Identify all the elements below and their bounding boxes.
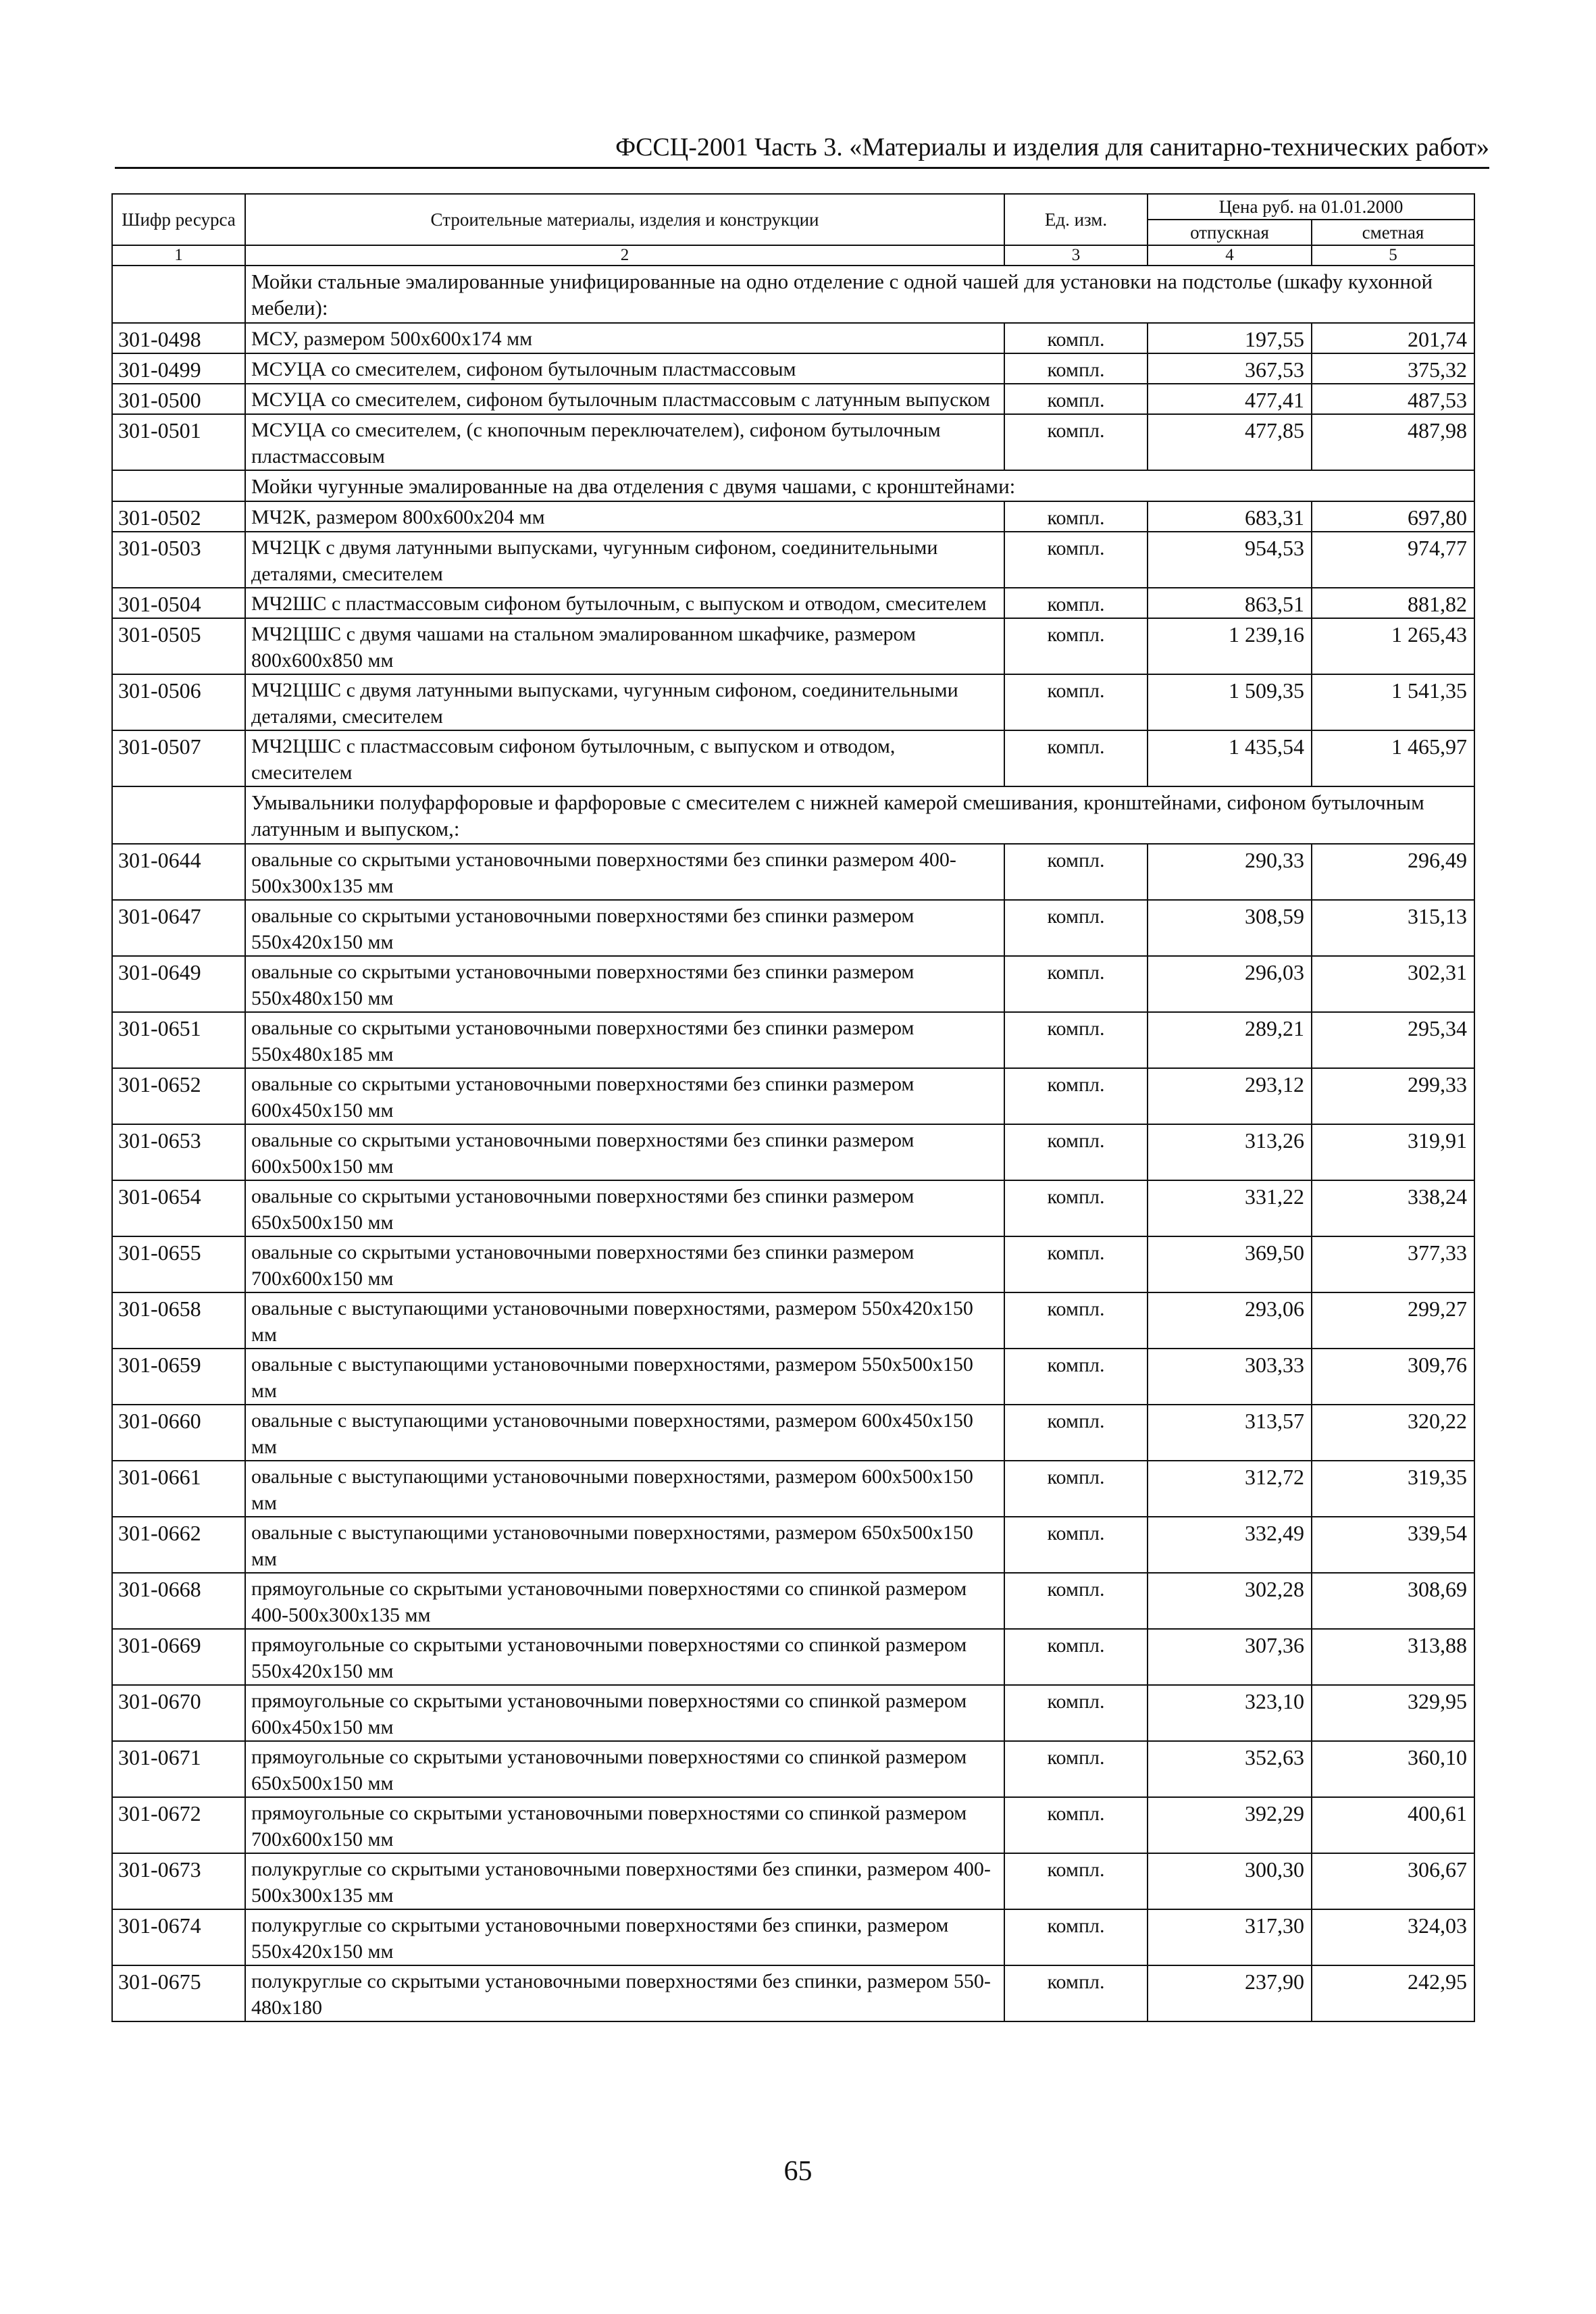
group-header-row <box>112 470 1474 501</box>
material-description: МСУЦА со смесителем, (с кнопочным переключателем), сифоном бутылочным пластмассовым <box>245 414 1004 470</box>
material-description: полукруглые со скрытыми установочными поверхностями без спинки, размером 550-480х180 <box>245 1965 1004 2021</box>
table-row <box>112 1405 1474 1461</box>
unit-of-measure: компл. <box>1004 730 1148 786</box>
table-row <box>112 1853 1474 1909</box>
resource-code: 301-0659 <box>112 1349 245 1405</box>
table-row <box>112 1349 1474 1405</box>
estimate-price: 697,80 <box>1312 501 1474 532</box>
release-price: 332,49 <box>1148 1517 1312 1573</box>
estimate-price: 295,34 <box>1312 1012 1474 1068</box>
resource-code: 301-0502 <box>112 501 245 532</box>
estimate-price: 296,49 <box>1312 844 1474 900</box>
release-price: 300,30 <box>1148 1853 1312 1909</box>
estimate-price: 974,77 <box>1312 532 1474 588</box>
material-description: овальные с выступающими установочными поверхностями, размером 600х500х150 мм <box>245 1461 1004 1517</box>
material-description: МСУ, размером 500х600х174 мм <box>245 323 1004 353</box>
unit-of-measure: компл. <box>1004 1853 1148 1909</box>
resource-code: 301-0660 <box>112 1405 245 1461</box>
material-description: овальные со скрытыми установочными поверхностями без спинки размером 700х600х150 мм <box>245 1236 1004 1292</box>
table-row <box>112 1909 1474 1965</box>
estimate-price: 299,33 <box>1312 1068 1474 1124</box>
material-description: овальные с выступающими установочными поверхностями, размером 650х500х150 мм <box>245 1517 1004 1573</box>
resource-code: 301-0504 <box>112 588 245 618</box>
resource-code: 301-0669 <box>112 1629 245 1685</box>
material-description: МЧ2ЦК с двумя латунными выпусками, чугунным сифоном, соединительными деталями, смесителем <box>245 532 1004 588</box>
unit-of-measure: компл. <box>1004 1461 1148 1517</box>
estimate-price: 881,82 <box>1312 588 1474 618</box>
material-description: овальные со скрытыми установочными поверхностями без спинки размером 550х420х150 мм <box>245 900 1004 956</box>
table-row <box>112 323 1474 353</box>
column-number: 1 <box>112 245 245 266</box>
estimate-price: 306,67 <box>1312 1853 1474 1909</box>
table-row <box>112 900 1474 956</box>
material-description: МСУЦА со смесителем, сифоном бутылочным пластмассовым <box>245 353 1004 384</box>
estimate-price: 329,95 <box>1312 1685 1474 1741</box>
estimate-price: 320,22 <box>1312 1405 1474 1461</box>
table-row <box>112 730 1474 786</box>
col-header-description: Строительные материалы, изделия и конструкции <box>245 194 1004 245</box>
material-description: овальные с выступающими установочными поверхностями, размером 550х500х150 мм <box>245 1349 1004 1405</box>
resource-code: 301-0653 <box>112 1124 245 1180</box>
unit-of-measure: компл. <box>1004 1573 1148 1629</box>
resource-code: 301-0673 <box>112 1853 245 1909</box>
release-price: 1 509,35 <box>1148 674 1312 730</box>
material-description: МЧ2ЦШС с двумя чашами на стальном эмалированном шкафчике, размером 800х600х850 мм <box>245 618 1004 674</box>
resource-code: 301-0501 <box>112 414 245 470</box>
resource-code: 301-0654 <box>112 1180 245 1236</box>
unit-of-measure: компл. <box>1004 1068 1148 1124</box>
column-number: 5 <box>1312 245 1474 266</box>
material-description: прямоугольные со скрытыми установочными поверхностями со спинкой размером 650х500х150 мм <box>245 1741 1004 1797</box>
unit-of-measure: компл. <box>1004 1292 1148 1349</box>
unit-of-measure: компл. <box>1004 1741 1148 1797</box>
resource-code: 301-0652 <box>112 1068 245 1124</box>
col-header-code: Шифр ресурса <box>112 194 245 245</box>
table-row <box>112 353 1474 384</box>
material-description: овальные со скрытыми установочными поверхностями без спинки размером 400-500х300х135 мм <box>245 844 1004 900</box>
resource-code: 301-0507 <box>112 730 245 786</box>
release-price: 303,33 <box>1148 1349 1312 1405</box>
table-row <box>112 618 1474 674</box>
table-row <box>112 414 1474 470</box>
estimate-price: 1 265,43 <box>1312 618 1474 674</box>
material-description: МЧ2ЦШС с двумя латунными выпусками, чугунным сифоном, соединительными деталями, смесителем <box>245 674 1004 730</box>
material-description: МЧ2ЦШС с пластмассовым сифоном бутылочным, с выпуском и отводом, смесителем <box>245 730 1004 786</box>
estimate-price: 302,31 <box>1312 956 1474 1012</box>
group-title: Умывальники полуфарфоровые и фарфоровые с смесителем с нижней камерой смешивания, кронштейнами, сифоном бутылочным латунным и выпуском,: <box>245 786 1474 844</box>
group-header-row <box>112 786 1474 844</box>
table-row <box>112 1965 1474 2021</box>
release-price: 312,72 <box>1148 1461 1312 1517</box>
release-price: 307,36 <box>1148 1629 1312 1685</box>
material-description: овальные со скрытыми установочными поверхностями без спинки размером 600х500х150 мм <box>245 1124 1004 1180</box>
release-price: 1 435,54 <box>1148 730 1312 786</box>
estimate-price: 1 541,35 <box>1312 674 1474 730</box>
estimate-price: 377,33 <box>1312 1236 1474 1292</box>
resource-code: 301-0649 <box>112 956 245 1012</box>
resource-code: 301-0498 <box>112 323 245 353</box>
group-header-row <box>112 266 1474 323</box>
col-header-release-price: отпускная <box>1148 220 1312 245</box>
table-row <box>112 1629 1474 1685</box>
unit-of-measure: компл. <box>1004 1909 1148 1965</box>
release-price: 308,59 <box>1148 900 1312 956</box>
table-row <box>112 588 1474 618</box>
material-description: МЧ2К, размером 800х600х204 мм <box>245 501 1004 532</box>
resource-code: 301-0658 <box>112 1292 245 1349</box>
column-number-row <box>112 245 1474 266</box>
group-code-cell <box>112 470 245 501</box>
release-price: 289,21 <box>1148 1012 1312 1068</box>
unit-of-measure: компл. <box>1004 1797 1148 1853</box>
release-price: 1 239,16 <box>1148 618 1312 674</box>
column-number: 2 <box>245 245 1004 266</box>
unit-of-measure: компл. <box>1004 353 1148 384</box>
unit-of-measure: компл. <box>1004 956 1148 1012</box>
resource-code: 301-0506 <box>112 674 245 730</box>
estimate-price: 339,54 <box>1312 1517 1474 1573</box>
release-price: 352,63 <box>1148 1741 1312 1797</box>
unit-of-measure: компл. <box>1004 1124 1148 1180</box>
estimate-price: 319,91 <box>1312 1124 1474 1180</box>
unit-of-measure: компл. <box>1004 1965 1148 2021</box>
table-row <box>112 1124 1474 1180</box>
resource-code: 301-0670 <box>112 1685 245 1741</box>
unit-of-measure: компл. <box>1004 1012 1148 1068</box>
estimate-price: 201,74 <box>1312 323 1474 353</box>
release-price: 863,51 <box>1148 588 1312 618</box>
unit-of-measure: компл. <box>1004 1629 1148 1685</box>
material-description: овальные с выступающими установочными поверхностями, размером 600х450х150 мм <box>245 1405 1004 1461</box>
material-description: овальные со скрытыми установочными поверхностями без спинки размером 650х500х150 мм <box>245 1180 1004 1236</box>
page-number: 65 <box>783 2156 813 2187</box>
group-title: Мойки стальные эмалированные унифицированные на одно отделение с одной чашей для установки на подстолье (шкафу кухонной мебели): <box>245 266 1474 323</box>
table-row <box>112 674 1474 730</box>
group-code-cell <box>112 266 245 323</box>
release-price: 290,33 <box>1148 844 1312 900</box>
material-description: МЧ2ШС с пластмассовым сифоном бутылочным, с выпуском и отводом, смесителем <box>245 588 1004 618</box>
unit-of-measure: компл. <box>1004 1180 1148 1236</box>
table-body <box>112 266 1474 2021</box>
resource-code: 301-0503 <box>112 532 245 588</box>
table-row <box>112 1236 1474 1292</box>
estimate-price: 338,24 <box>1312 1180 1474 1236</box>
resource-code: 301-0647 <box>112 900 245 956</box>
material-description: МСУЦА со смесителем, сифоном бутылочным пластмассовым с латунным выпуском <box>245 384 1004 414</box>
estimate-price: 309,76 <box>1312 1349 1474 1405</box>
resource-code: 301-0675 <box>112 1965 245 2021</box>
column-number: 4 <box>1148 245 1312 266</box>
estimate-price: 487,53 <box>1312 384 1474 414</box>
group-title: Мойки чугунные эмалированные на два отделения с двумя чашами, с кронштейнами: <box>245 470 1474 501</box>
estimate-price: 360,10 <box>1312 1741 1474 1797</box>
release-price: 293,06 <box>1148 1292 1312 1349</box>
unit-of-measure: компл. <box>1004 618 1148 674</box>
material-description: овальные с выступающими установочными поверхностями, размером 550х420х150 мм <box>245 1292 1004 1349</box>
material-description: овальные со скрытыми установочными поверхностями без спинки размером 550х480х150 мм <box>245 956 1004 1012</box>
material-description: полукруглые со скрытыми установочными поверхностями без спинки, размером 550х420х150 мм <box>245 1909 1004 1965</box>
unit-of-measure: компл. <box>1004 414 1148 470</box>
table-row <box>112 956 1474 1012</box>
release-price: 477,41 <box>1148 384 1312 414</box>
unit-of-measure: компл. <box>1004 384 1148 414</box>
release-price: 313,57 <box>1148 1405 1312 1461</box>
estimate-price: 319,35 <box>1312 1461 1474 1517</box>
estimate-price: 324,03 <box>1312 1909 1474 1965</box>
table-row <box>112 1180 1474 1236</box>
release-price: 302,28 <box>1148 1573 1312 1629</box>
material-description: прямоугольные со скрытыми установочными поверхностями со спинкой размером 550х420х150 мм <box>245 1629 1004 1685</box>
resource-code: 301-0655 <box>112 1236 245 1292</box>
table-header <box>112 194 1474 266</box>
unit-of-measure: компл. <box>1004 844 1148 900</box>
col-header-unit: Ед. изм. <box>1004 194 1148 245</box>
material-description: прямоугольные со скрытыми установочными поверхностями со спинкой размером 600х450х150 мм <box>245 1685 1004 1741</box>
price-table <box>111 193 1475 2022</box>
material-description: прямоугольные со скрытыми установочными поверхностями со спинкой размером 700х600х150 мм <box>245 1797 1004 1853</box>
release-price: 683,31 <box>1148 501 1312 532</box>
table-row <box>112 1685 1474 1741</box>
estimate-price: 315,13 <box>1312 900 1474 956</box>
estimate-price: 313,88 <box>1312 1629 1474 1685</box>
col-header-estimate-price: сметная <box>1312 220 1474 245</box>
estimate-price: 299,27 <box>1312 1292 1474 1349</box>
release-price: 197,55 <box>1148 323 1312 353</box>
estimate-price: 487,98 <box>1312 414 1474 470</box>
unit-of-measure: компл. <box>1004 588 1148 618</box>
estimate-price: 375,32 <box>1312 353 1474 384</box>
unit-of-measure: компл. <box>1004 1349 1148 1405</box>
resource-code: 301-0644 <box>112 844 245 900</box>
resource-code: 301-0672 <box>112 1797 245 1853</box>
resource-code: 301-0500 <box>112 384 245 414</box>
material-description: овальные со скрытыми установочными поверхностями без спинки размером 600х450х150 мм <box>245 1068 1004 1124</box>
release-price: 331,22 <box>1148 1180 1312 1236</box>
release-price: 323,10 <box>1148 1685 1312 1741</box>
table-row <box>112 1741 1474 1797</box>
estimate-price: 308,69 <box>1312 1573 1474 1629</box>
unit-of-measure: компл. <box>1004 1405 1148 1461</box>
release-price: 369,50 <box>1148 1236 1312 1292</box>
unit-of-measure: компл. <box>1004 1685 1148 1741</box>
resource-code: 301-0661 <box>112 1461 245 1517</box>
material-description: полукруглые со скрытыми установочными поверхностями без спинки, размером 400-500х300х135 мм <box>245 1853 1004 1909</box>
table-row <box>112 384 1474 414</box>
unit-of-measure: компл. <box>1004 674 1148 730</box>
unit-of-measure: компл. <box>1004 501 1148 532</box>
estimate-price: 242,95 <box>1312 1965 1474 2021</box>
resource-code: 301-0651 <box>112 1012 245 1068</box>
release-price: 317,30 <box>1148 1909 1312 1965</box>
unit-of-measure: компл. <box>1004 1236 1148 1292</box>
unit-of-measure: компл. <box>1004 1517 1148 1573</box>
resource-code: 301-0671 <box>112 1741 245 1797</box>
table-row <box>112 1068 1474 1124</box>
release-price: 477,85 <box>1148 414 1312 470</box>
release-price: 367,53 <box>1148 353 1312 384</box>
material-description: прямоугольные со скрытыми установочными поверхностями со спинкой размером 400-500х300х135 мм <box>245 1573 1004 1629</box>
unit-of-measure: компл. <box>1004 323 1148 353</box>
resource-code: 301-0674 <box>112 1909 245 1965</box>
release-price: 293,12 <box>1148 1068 1312 1124</box>
table-row <box>112 501 1474 532</box>
col-header-price: Цена руб. на 01.01.2000 <box>1148 194 1474 220</box>
header-rule <box>115 167 1489 169</box>
resource-code: 301-0505 <box>112 618 245 674</box>
material-description: овальные со скрытыми установочными поверхностями без спинки размером 550х480х185 мм <box>245 1012 1004 1068</box>
table-row <box>112 532 1474 588</box>
table-row <box>112 1461 1474 1517</box>
table-row <box>112 1292 1474 1349</box>
estimate-price: 1 465,97 <box>1312 730 1474 786</box>
table-row <box>112 1517 1474 1573</box>
resource-code: 301-0668 <box>112 1573 245 1629</box>
table-row <box>112 1573 1474 1629</box>
table-row <box>112 1797 1474 1853</box>
release-price: 296,03 <box>1148 956 1312 1012</box>
group-code-cell <box>112 786 245 844</box>
estimate-price: 400,61 <box>1312 1797 1474 1853</box>
page-header-title: ФССЦ-2001 Часть 3. «Материалы и изделия для санитарно-технических работ» <box>615 133 1489 161</box>
release-price: 392,29 <box>1148 1797 1312 1853</box>
resource-code: 301-0499 <box>112 353 245 384</box>
unit-of-measure: компл. <box>1004 532 1148 588</box>
table-row <box>112 1012 1474 1068</box>
unit-of-measure: компл. <box>1004 900 1148 956</box>
release-price: 237,90 <box>1148 1965 1312 2021</box>
table-row <box>112 844 1474 900</box>
release-price: 313,26 <box>1148 1124 1312 1180</box>
release-price: 954,53 <box>1148 532 1312 588</box>
column-number: 3 <box>1004 245 1148 266</box>
resource-code: 301-0662 <box>112 1517 245 1573</box>
